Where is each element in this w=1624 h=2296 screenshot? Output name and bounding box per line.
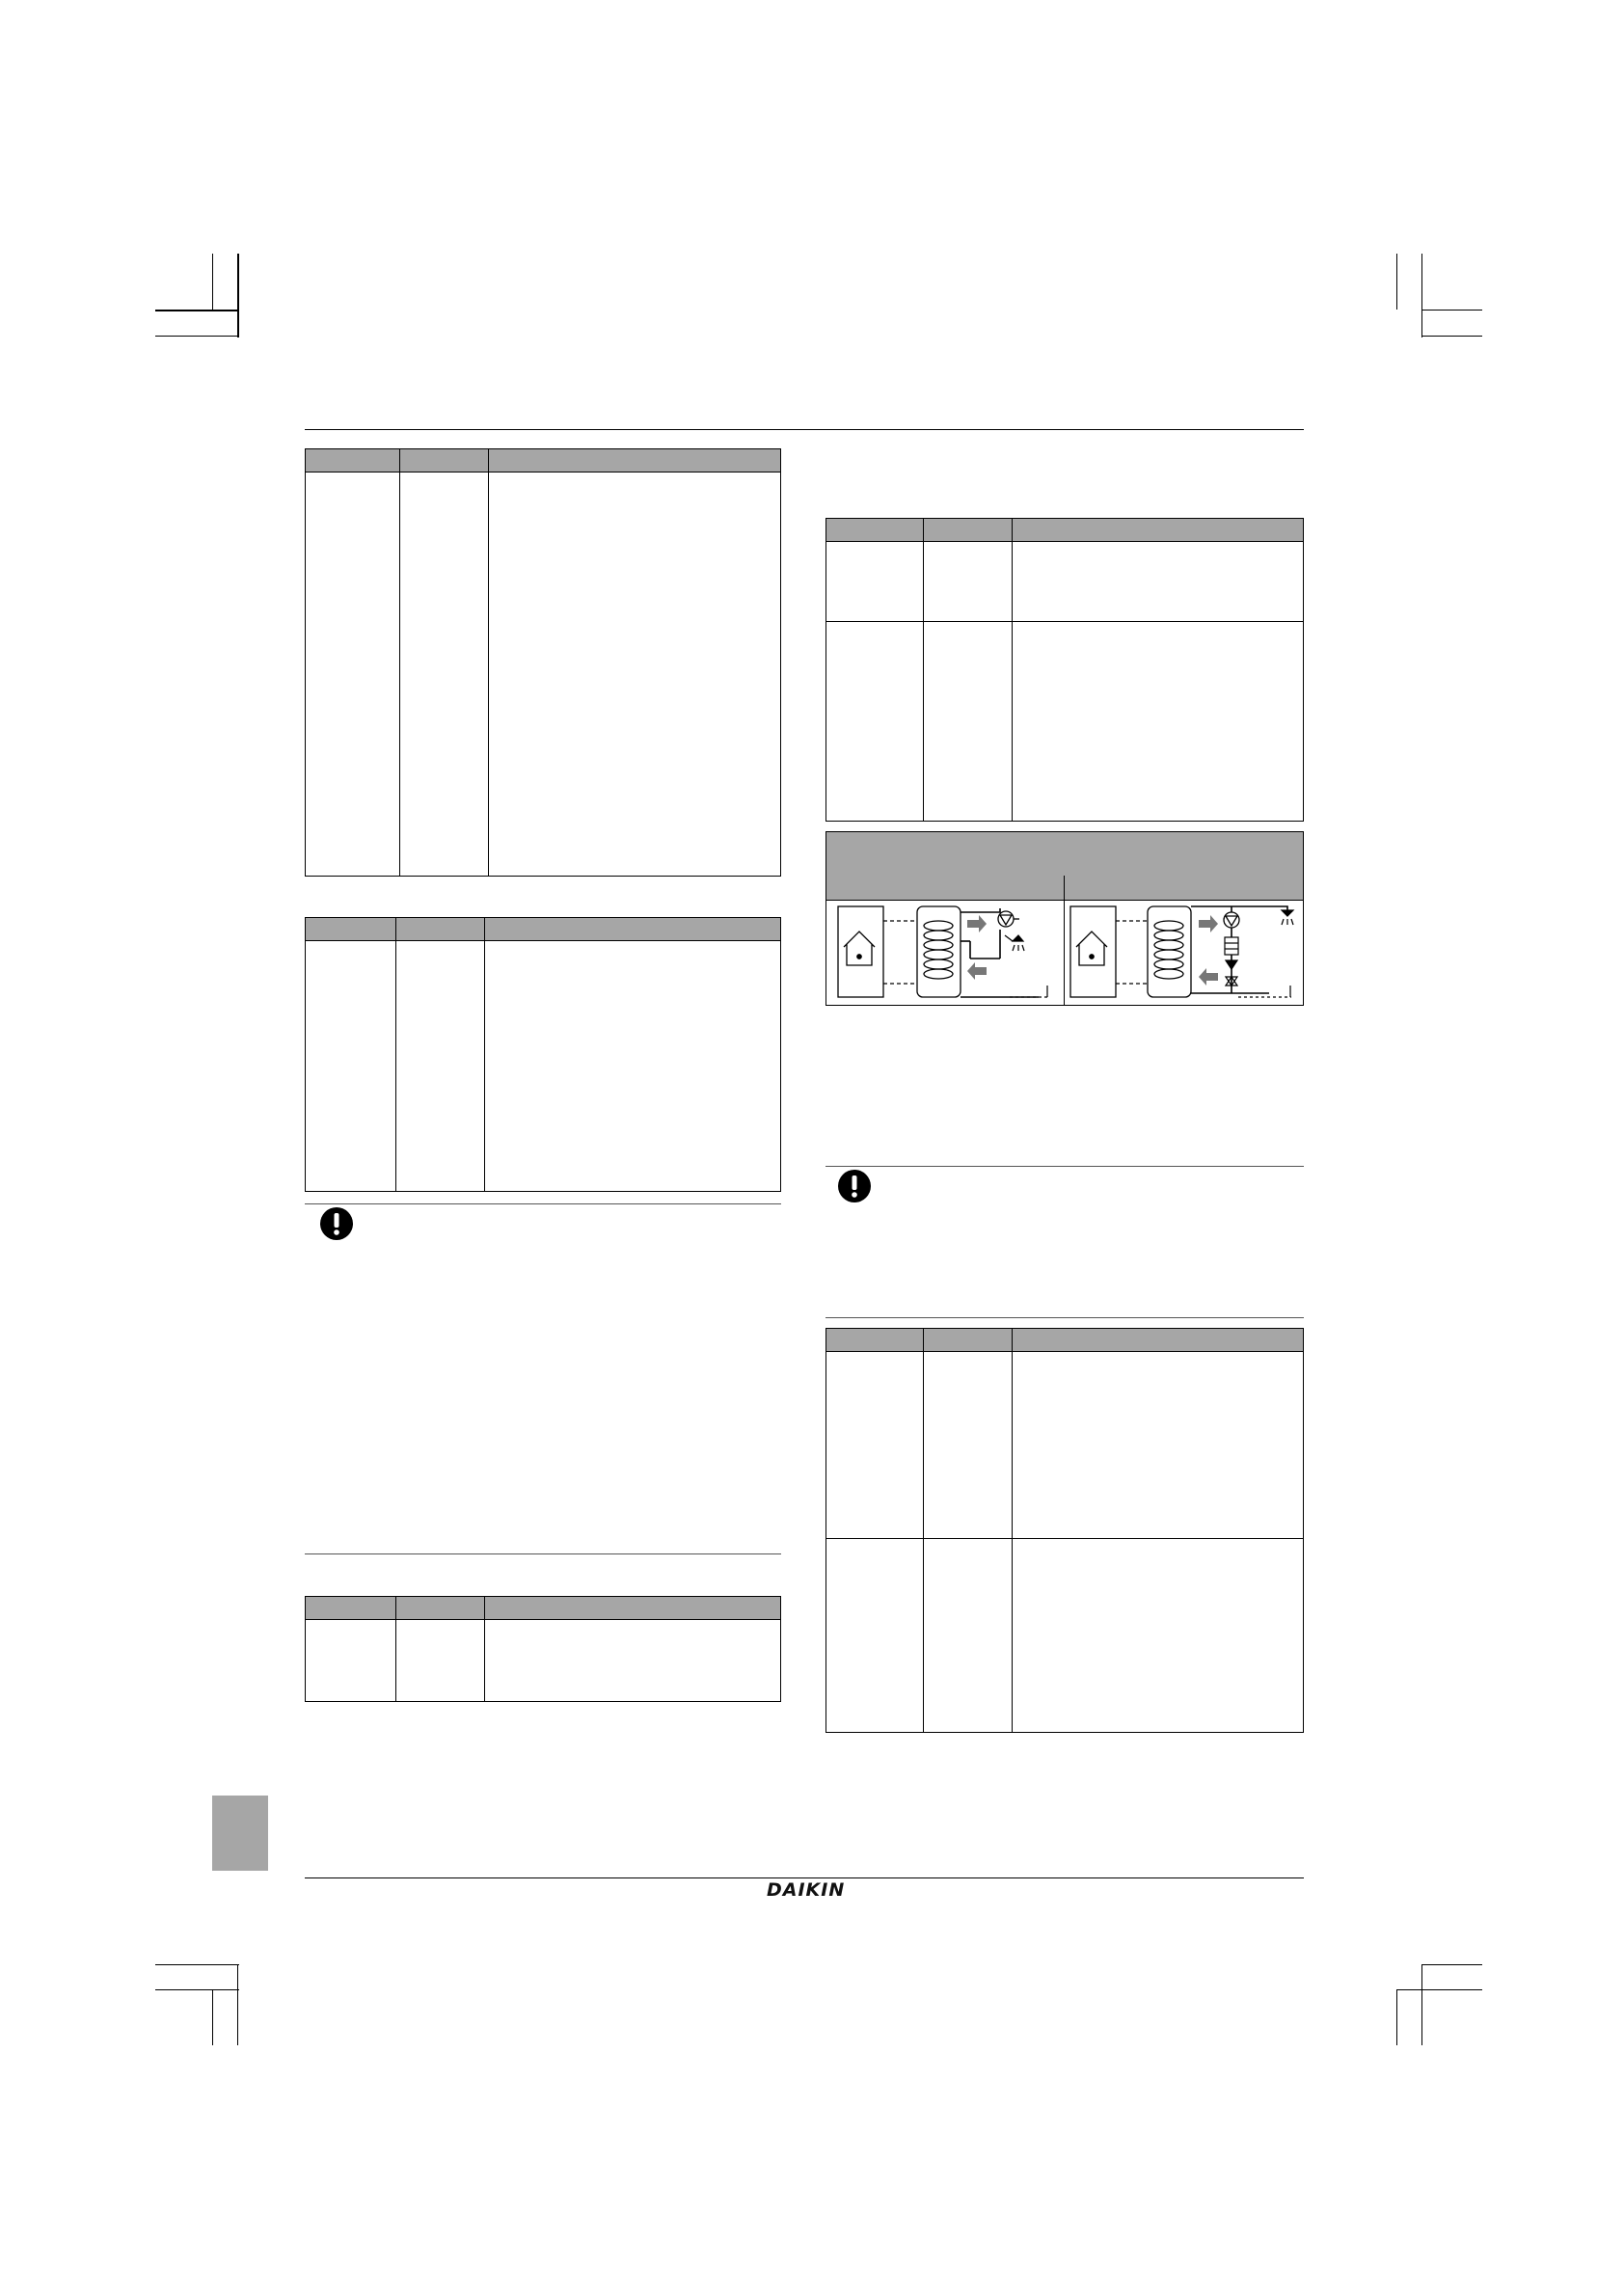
flow-arrow-icon — [1199, 915, 1218, 932]
pump-icon — [1224, 912, 1239, 928]
table-cell — [924, 1539, 1013, 1733]
column-header — [306, 1597, 396, 1620]
figure-header — [826, 832, 1303, 877]
table-cell — [1013, 622, 1304, 822]
table-cell — [1013, 1352, 1304, 1539]
table-row — [826, 542, 1304, 622]
settings-table-1 — [305, 448, 781, 877]
column-header — [924, 1329, 1013, 1352]
table-header-row — [306, 918, 781, 941]
circuit-figure — [826, 831, 1304, 1006]
table-cell — [826, 542, 924, 622]
footer-rule — [305, 1877, 1304, 1878]
flow-arrow-icon — [967, 962, 987, 980]
table-cell — [1013, 1539, 1304, 1733]
house-icon — [1070, 906, 1116, 997]
table-header-row — [826, 1329, 1304, 1352]
column-header — [1013, 1329, 1304, 1352]
column-header — [924, 519, 1013, 542]
exclamation-icon — [838, 1170, 871, 1202]
table-cell — [826, 1352, 924, 1539]
column-header — [826, 1329, 924, 1352]
table-row — [306, 941, 781, 1192]
settings-table-5 — [826, 1328, 1304, 1733]
table-row — [826, 1539, 1304, 1733]
coil-tank-icon — [917, 906, 961, 997]
table-cell — [306, 1620, 396, 1702]
column-header — [400, 449, 489, 473]
section-rule — [305, 1553, 781, 1554]
table-cell — [400, 473, 489, 877]
column-header — [1013, 519, 1304, 542]
header-rule — [305, 429, 1304, 430]
notice-rule — [826, 1166, 1304, 1167]
table-header-row — [826, 519, 1304, 542]
flow-arrow-icon — [1199, 968, 1218, 986]
table-row — [826, 1352, 1304, 1539]
table-header-row — [306, 1597, 781, 1620]
column-header — [396, 918, 485, 941]
table-cell — [924, 1352, 1013, 1539]
house-icon — [838, 906, 883, 997]
table-cell — [306, 941, 396, 1192]
column-header — [826, 519, 924, 542]
table-cell — [826, 1539, 924, 1733]
table-cell — [485, 1620, 781, 1702]
column-header — [396, 1597, 485, 1620]
table-cell — [306, 473, 400, 877]
pump-icon — [998, 911, 1019, 927]
exclamation-icon — [320, 1207, 353, 1240]
table-cell — [396, 941, 485, 1192]
table-row — [306, 1620, 781, 1702]
shower-icon — [1005, 935, 1024, 951]
column-header — [306, 918, 396, 941]
table-cell — [924, 622, 1013, 822]
table-cell — [826, 622, 924, 822]
table-row — [306, 473, 781, 877]
column-header — [485, 918, 781, 941]
section-rule — [826, 1317, 1304, 1318]
table-cell — [396, 1620, 485, 1702]
chapter-tab-marker — [212, 1796, 268, 1871]
table-row — [826, 622, 1304, 822]
table-header-row — [306, 449, 781, 473]
table-cell — [1013, 542, 1304, 622]
settings-table-2 — [305, 917, 781, 1192]
column-header — [489, 449, 781, 473]
column-header — [485, 1597, 781, 1620]
flow-arrow-icon — [967, 915, 987, 932]
circuit-schematic-pump — [826, 901, 1064, 1005]
circuit-schematic-pump-valve — [1065, 901, 1303, 1005]
daikin-logo: DAIKIN — [767, 1879, 846, 1901]
column-header — [306, 449, 400, 473]
shower-icon — [1282, 910, 1293, 925]
settings-table-3 — [305, 1596, 781, 1702]
table-cell — [485, 941, 781, 1192]
figure-subheader-right — [1065, 876, 1303, 901]
coil-tank-icon — [1148, 906, 1191, 997]
figure-subheader-left — [826, 876, 1064, 901]
notice-rule — [305, 1203, 781, 1204]
table-cell — [489, 473, 781, 877]
settings-table-4 — [826, 518, 1304, 822]
table-cell — [924, 542, 1013, 622]
